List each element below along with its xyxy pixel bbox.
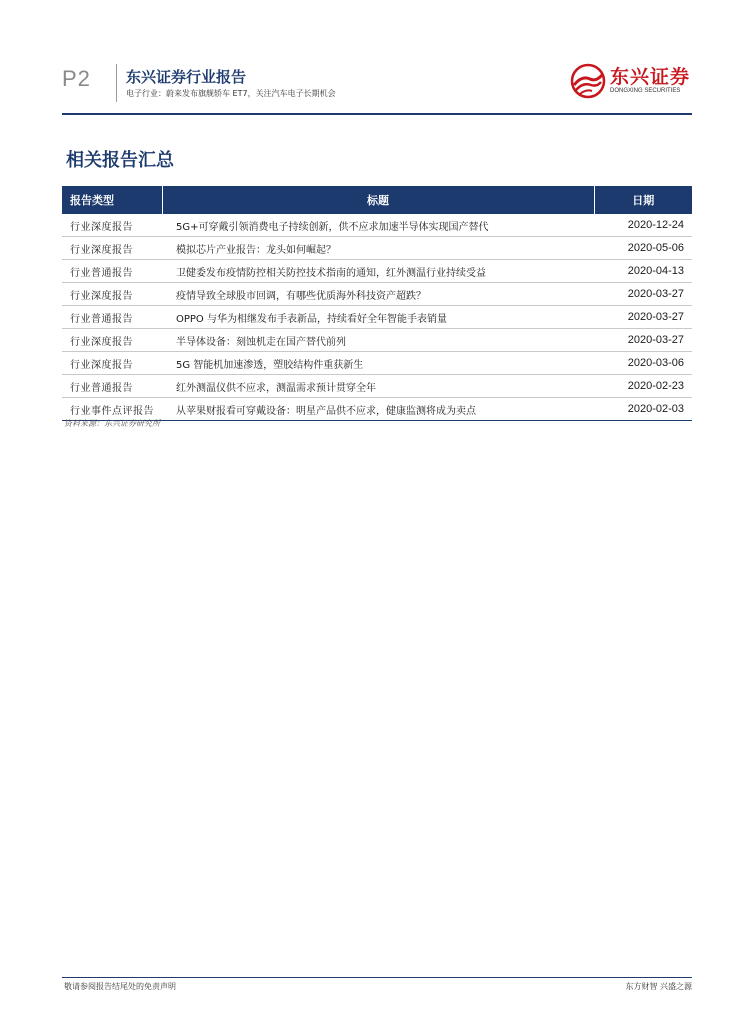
report-type-cell: 行业深度报告 <box>62 237 162 260</box>
report-subtitle: 电子行业：蔚来发布旗舰轿车 ET7，关注汽车电子长期机会 <box>126 89 336 98</box>
related-reports-table <box>62 186 692 421</box>
table-row <box>62 237 692 260</box>
table-row <box>62 306 692 329</box>
table-header-row <box>62 186 692 214</box>
report-title-cell: OPPO 与华为相继发布手表新品，持续看好全年智能手表销量 <box>162 306 594 329</box>
table-row <box>62 352 692 375</box>
report-date-cell: 2020-02-03 <box>594 398 692 421</box>
report-title-cell: 卫健委发布疫情防控相关防控技术指南的通知，红外测温行业持续受益 <box>162 260 594 283</box>
logo-chinese-text: 东兴证券 <box>610 66 691 88</box>
column-header-date: 日期 <box>594 186 692 214</box>
report-title-cell: 红外测温仪供不应求，测温需求预计贯穿全年 <box>162 375 594 398</box>
table-row <box>62 283 692 306</box>
page-number: P2 <box>62 66 91 91</box>
report-type-cell: 行业深度报告 <box>62 352 162 375</box>
header-rule <box>62 113 692 115</box>
report-date-cell: 2020-12-24 <box>594 214 692 237</box>
section-title: 相关报告汇总 <box>66 150 174 171</box>
header-divider <box>116 64 117 102</box>
report-title-cell: 5G 智能机加速渗透，塑胶结构件重获新生 <box>162 352 594 375</box>
report-title-cell: 模拟芯片产业报告：龙头如何崛起？ <box>162 237 594 260</box>
data-source-note: 资料来源：东兴证券研究所 <box>64 419 160 428</box>
report-date-cell: 2020-03-27 <box>594 306 692 329</box>
report-date-cell: 2020-04-13 <box>594 260 692 283</box>
dongxing-logo <box>570 60 692 102</box>
report-type-cell: 行业普通报告 <box>62 375 162 398</box>
table-row <box>62 260 692 283</box>
report-type-cell: 行业深度报告 <box>62 283 162 306</box>
report-date-cell: 2020-03-27 <box>594 283 692 306</box>
column-header-type: 报告类型 <box>62 186 162 214</box>
report-date-cell: 2020-05-06 <box>594 237 692 260</box>
report-type-cell: 行业普通报告 <box>62 306 162 329</box>
report-title-cell: 半导体设备：刻蚀机走在国产替代前列 <box>162 329 594 352</box>
report-title-cell: 疫情导致全球股市回调，有哪些优质海外科技资产超跌？ <box>162 283 594 306</box>
report-type-cell: 行业普通报告 <box>62 260 162 283</box>
report-title-cell: 5G+可穿戴引领消费电子持续创新，供不应求加速半导体实现国产替代 <box>162 214 594 237</box>
table-row <box>62 375 692 398</box>
footer-rule <box>62 977 692 978</box>
report-title-cell: 从苹果财报看可穿戴设备：明星产品供不应求，健康监测将成为卖点 <box>162 398 594 421</box>
report-date-cell: 2020-03-06 <box>594 352 692 375</box>
page-header <box>62 60 692 112</box>
footer-disclaimer-note: 敬请参阅报告结尾处的免责声明 <box>64 982 176 991</box>
column-header-title: 标题 <box>162 186 594 214</box>
table-row <box>62 214 692 237</box>
report-type-cell: 行业事件点评报告 <box>62 398 162 421</box>
footer-slogan: 东方财智 兴盛之源 <box>625 982 692 991</box>
report-date-cell: 2020-03-27 <box>594 329 692 352</box>
report-type-cell: 行业深度报告 <box>62 214 162 237</box>
logo-english-text: DONGXING SECURITIES <box>610 88 681 94</box>
table-row <box>62 329 692 352</box>
dongxing-logo-icon <box>570 63 606 99</box>
report-date-cell: 2020-02-23 <box>594 375 692 398</box>
report-type-cell: 行业深度报告 <box>62 329 162 352</box>
report-brand-title: 东兴证券行业报告 <box>126 68 247 86</box>
